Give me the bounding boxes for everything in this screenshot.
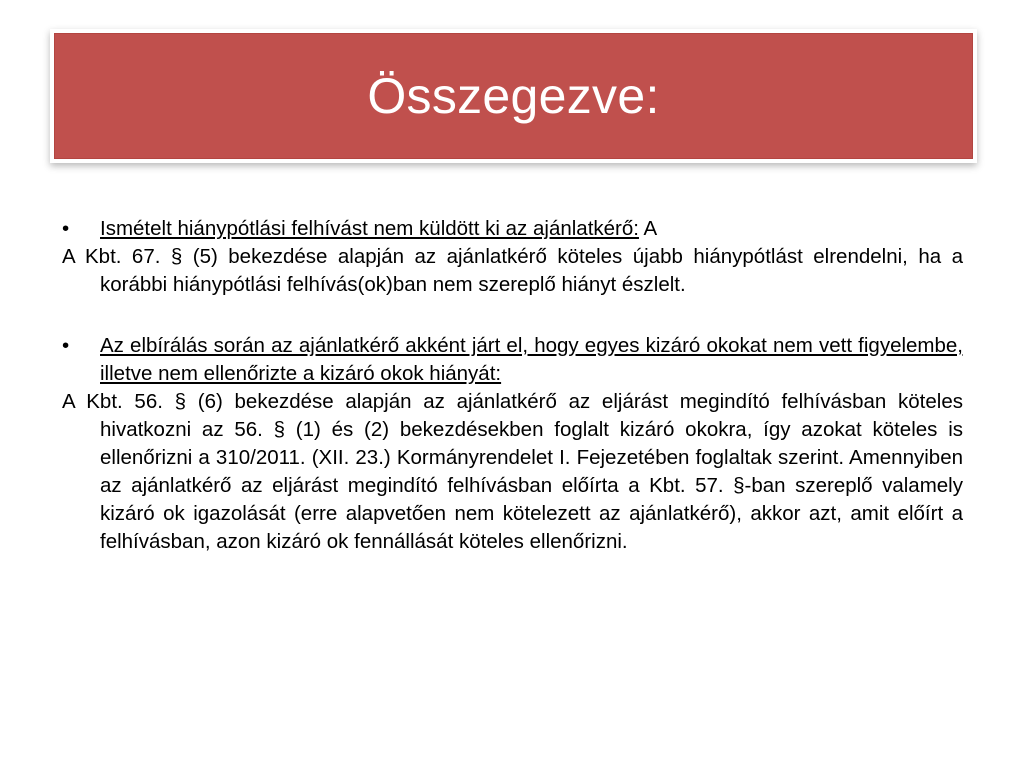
spacer	[62, 299, 963, 332]
paragraph-2: A Kbt. 56. § (6) bekezdése alapján az ajánlatkérő az eljárást megindító felhívásban köteles hivatkozni az 56. § (1) és (2) bekezdésekben foglalt kizáró okokra, így azokat köteles is ellenőrizni a 310/2011. (XII. 23.) Kormányrendelet I. Fejezetében foglaltak szerint. Amennyiben az ajánlatkérő az eljárást megindító felhívásban előírta a Kbt. 57. §-ban szereplő valamely kizáró ok igazolását (erre alapvetően nem kötelezett az ajánlatkérő), akkor azt, amit előírt a felhívásban, azon kizáró ok fennállását köteles ellenőrizni.	[62, 390, 963, 553]
bullet-item-2	[62, 332, 963, 388]
bullet-marker: •	[62, 334, 70, 357]
slide-title: Összegezve:	[367, 68, 660, 124]
title-banner	[54, 33, 973, 159]
bullet-marker: •	[62, 217, 70, 240]
bullet-heading: Ismételt hiánypótlási felhívást nem küldött ki az ajánlatkérő:	[100, 217, 639, 240]
slide-content	[62, 215, 963, 556]
bullet-item-1	[62, 215, 963, 243]
paragraph-1: A Kbt. 67. § (5) bekezdése alapján az ajánlatkérő köteles újabb hiánypótlást elrendelni, ha a korábbi hiánypótlási felhívás(ok)ban nem szereplő hiányt észlelt.	[62, 245, 963, 296]
bullet-heading-suffix: A	[638, 217, 658, 240]
bullet-heading: Az elbírálás során az ajánlatkérő akként járt el, hogy egyes kizáró okokat nem vett figyelembe, illetve nem ellenőrizte a kizáró okok hiányát:	[100, 334, 963, 385]
